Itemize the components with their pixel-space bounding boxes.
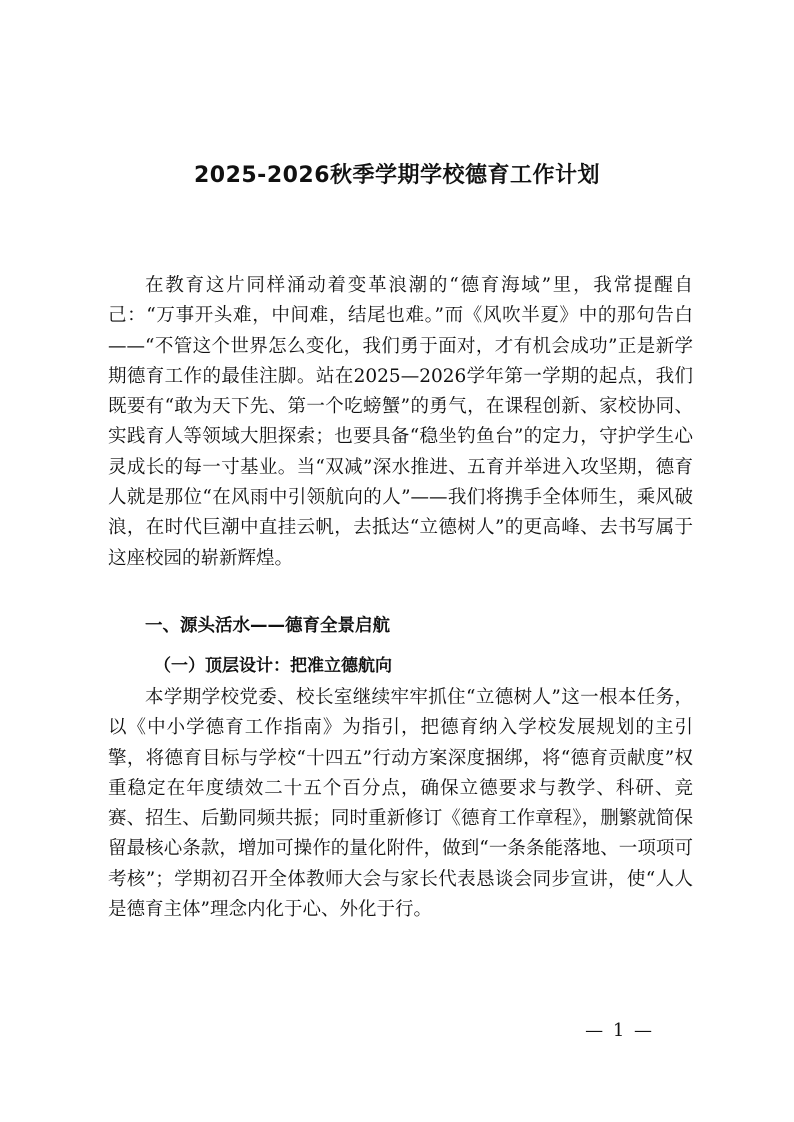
section-heading: 一、源头活水——德育全景启航 <box>145 616 390 636</box>
page-number: — 1 — <box>585 1020 654 1041</box>
intro-paragraph: 在教育这片同样涌动着变革浪潮的“德育海域”里，我常提醒自己：“万事开头难，中间难，结尾也难。”而《风吹半夏》中的那句告白——“不管这个世界怎么变化，我们勇于面对，才有机会成功”正是新学期德育工作的最佳注脚。站在2025—2026学年第一学期的起点，我们既要有“敢为天下先、第一个吃螃蟹”的勇气，在课程创新、家校协同、实践育人等领域大胆探索；也要具备“稳坐钓鱼台”的定力，守护学生心灵成长的每一寸基业。当“双减”深水推进、五育并举进入攻坚期，德育人就是那位“在风雨中引领航向的人”——我们将携手全体师生，乘风破浪，在时代巨潮中直挂云帆，去抵达“立德树人”的更高峰、去书写属于这座校园的崭新辉煌。 <box>108 275 693 569</box>
subsection-paragraph: 本学期学校党委、校长室继续牢牢抓住“立德树人”这一根本任务，以《中小学德育工作指南》为指引，把德育纳入学校发展规划的主引擎，将德育目标与学校“十四五”行动方案深度捆绑，将“德育贡献度”权重稳定在年度绩效二十五个百分点，确保立德要求与教学、科研、竞赛、招生、后勤同频共振；同时重新修订《德育工作章程》，删繁就简保留最核心条款，增加可操作的量化附件，做到“一条条能落地、一项项可考核”；学期初召开全体教师大会与家长代表恳谈会同步宣讲，使“人人是德育主体”理念内化于心、外化于行。 <box>108 687 693 921</box>
subsection-heading: （一）顶层设计：把准立德航向 <box>154 656 392 676</box>
document-title: 2025-2026秋季学期学校德育工作计划 <box>193 163 601 188</box>
